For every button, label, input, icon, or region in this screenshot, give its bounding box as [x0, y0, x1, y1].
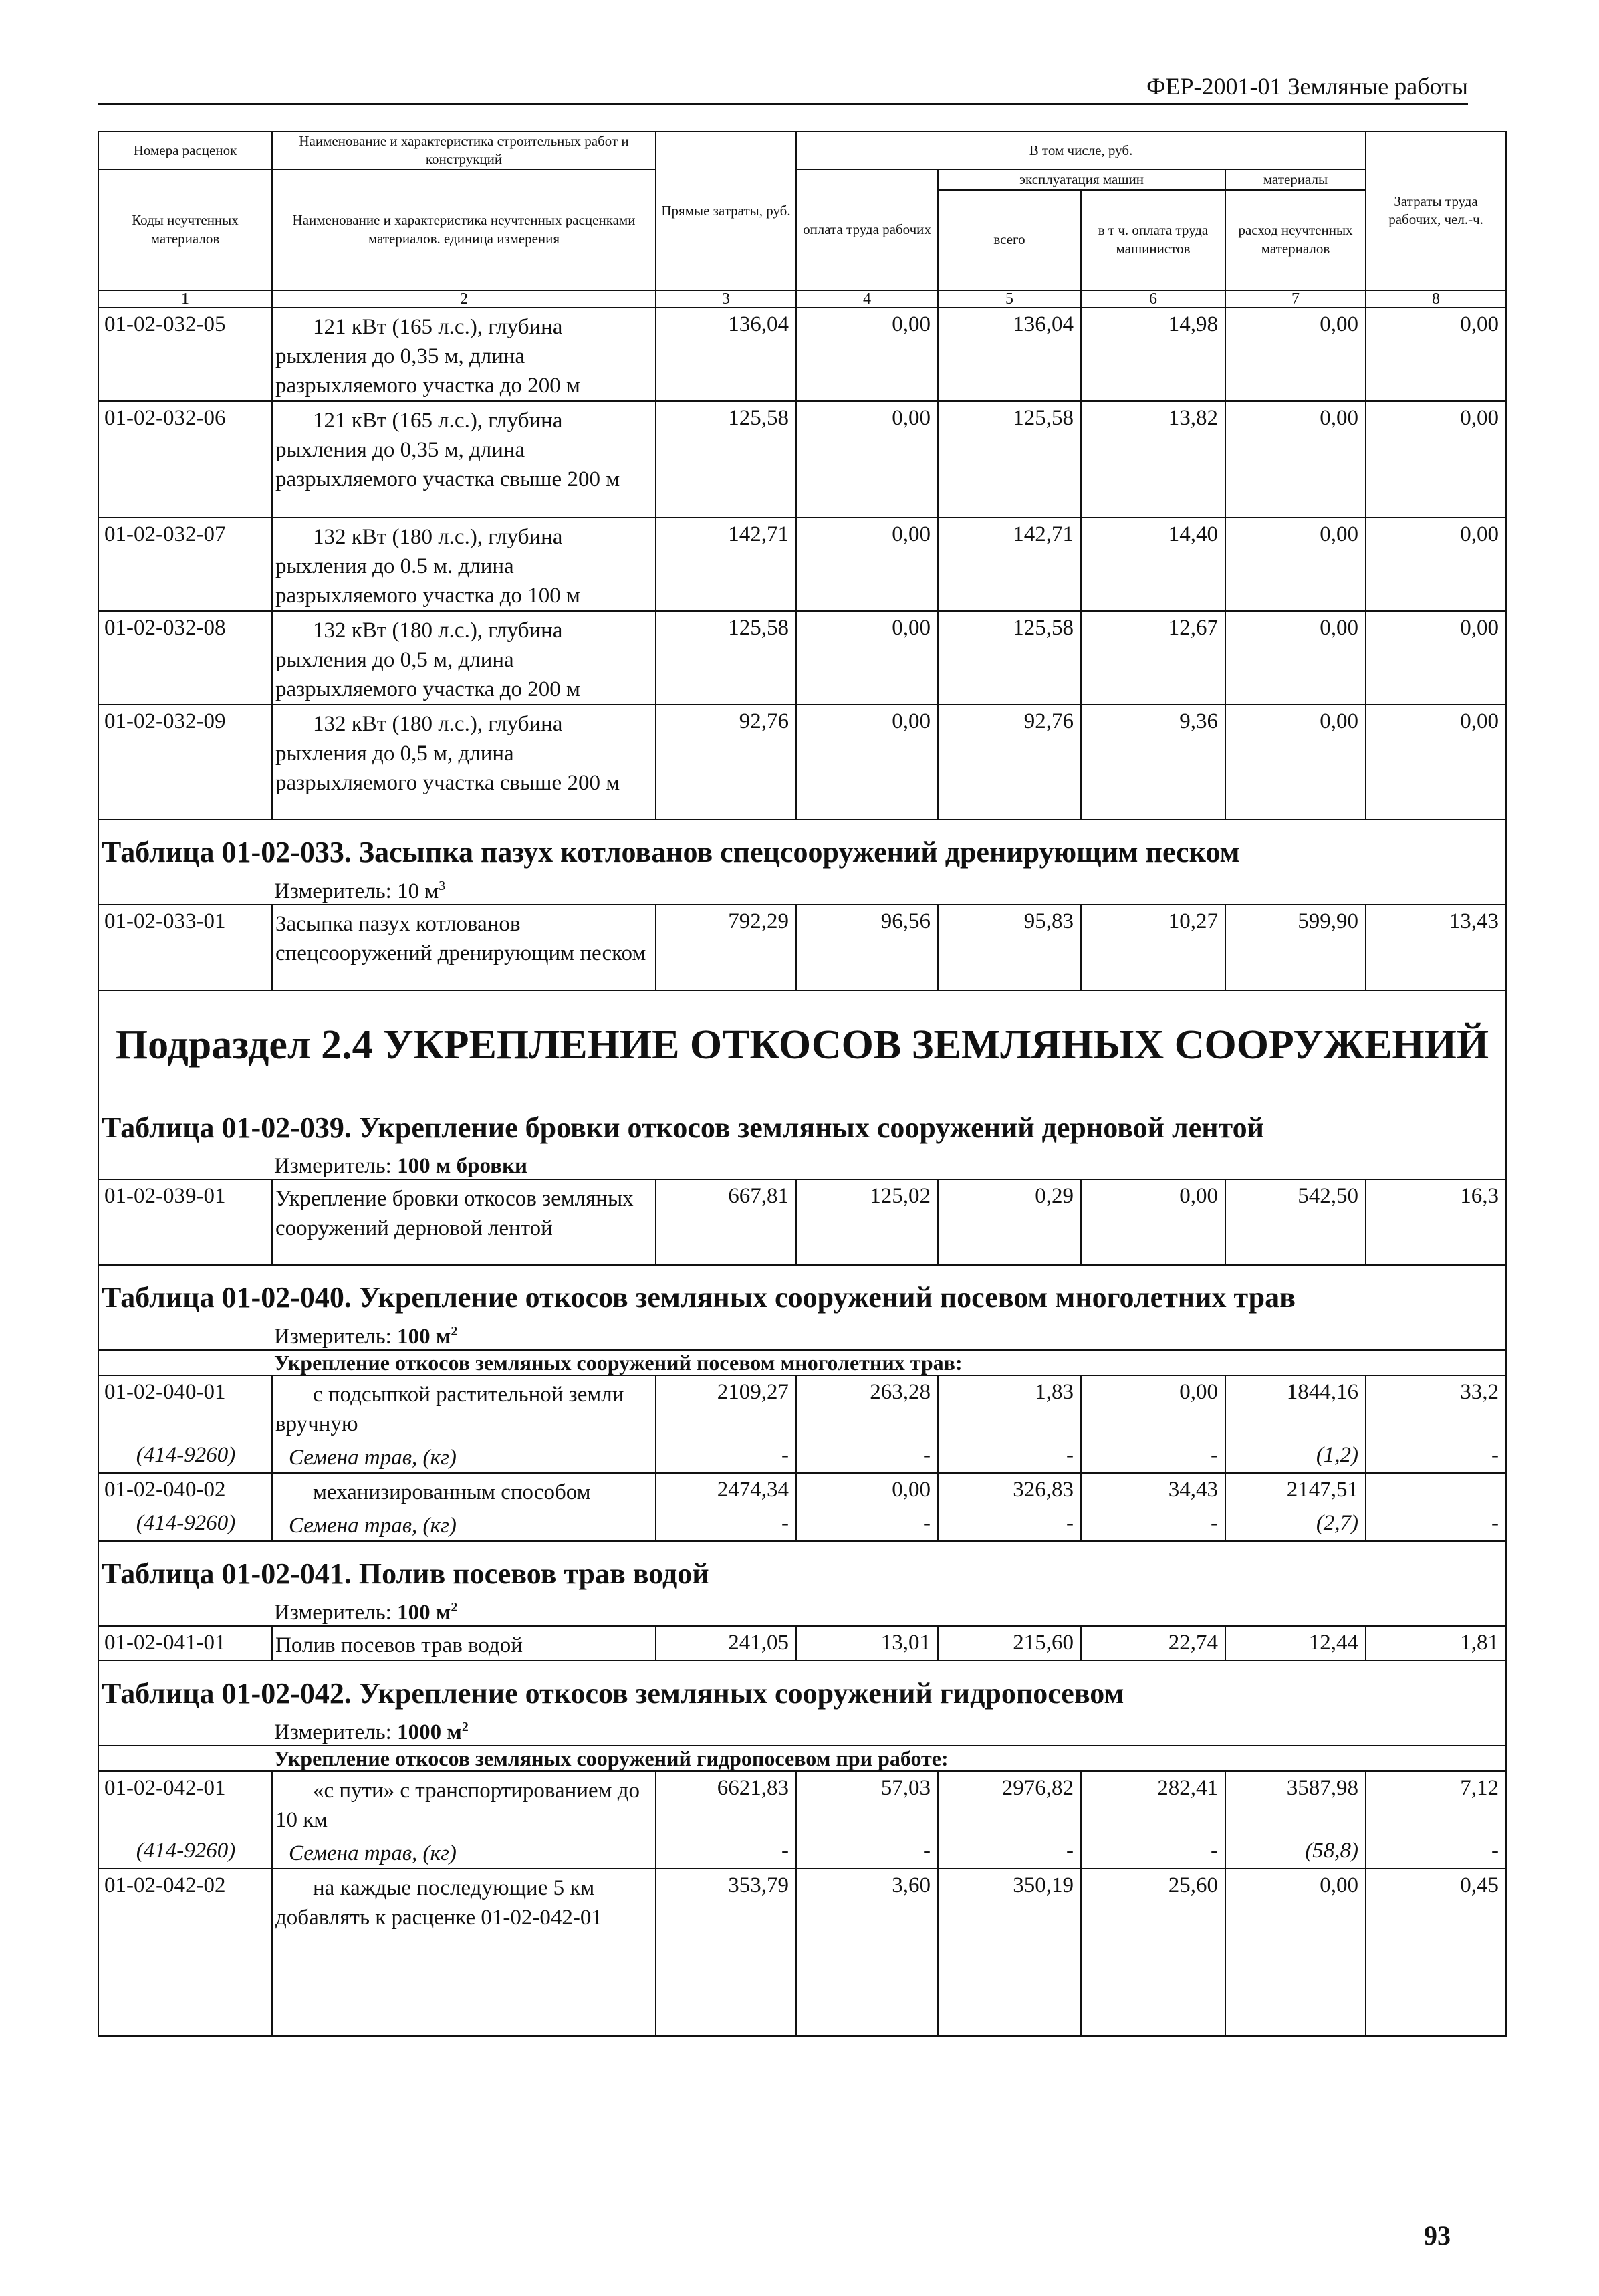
table-row [98, 308, 1506, 401]
table-row [98, 705, 1506, 820]
table-row [98, 518, 1506, 611]
direct-cost: 136,04 [656, 308, 796, 401]
measure-label: Измеритель: [274, 1720, 398, 1744]
rate-name-text: на каждые последующие 5 км добавлять к расценке 01-02-042-01 [275, 1875, 602, 1930]
rate-name [272, 518, 656, 611]
wages: 0,00 [796, 705, 938, 820]
group-header: В том числе, руб. [796, 132, 1366, 170]
table-title: Таблица 01-02-033. Засыпка пазух котлованов спецсооружений дренирующим песком [98, 820, 1506, 873]
materials: (1,2) [1225, 1439, 1366, 1473]
wages: 0,00 [796, 1473, 938, 1507]
machinist-wages: 14,40 [1081, 518, 1225, 611]
rate-name-text: 132 кВт (180 л.с.), глубина рыхления до 0,5 м, длина разрыхляемого участка до 200 м [275, 618, 580, 701]
direct-cost: 792,29 [656, 905, 796, 990]
col5-header: всего [938, 190, 1081, 290]
table-row [98, 401, 1506, 518]
material-row [98, 1439, 1506, 1473]
labor-hours: 0,00 [1366, 401, 1506, 518]
machines-total: 92,76 [938, 705, 1081, 820]
machines-total: 1,83 [938, 1375, 1081, 1439]
rate-name: Засыпка пазух котлованов спецсооружений дренирующим песком [272, 905, 656, 990]
wages: 125,02 [796, 1179, 938, 1265]
materials-header: материалы [1225, 170, 1366, 190]
rate-name [272, 1869, 656, 2036]
direct-cost: 6621,83 [656, 1771, 796, 1835]
material-name: Семена трав, (кг) [272, 1507, 656, 1541]
table-row [98, 1626, 1506, 1661]
rate-name [272, 1771, 656, 1835]
direct-cost: 241,05 [656, 1626, 796, 1661]
direct-cost: 142,71 [656, 518, 796, 611]
direct-cost: 125,58 [656, 401, 796, 518]
machines-total: - [938, 1507, 1081, 1541]
machines-total: 95,83 [938, 905, 1081, 990]
material-code: (414-9260) [98, 1439, 272, 1473]
machinist-wages: 12,67 [1081, 611, 1225, 705]
labor-hours: 7,12 [1366, 1771, 1506, 1835]
material-code: (414-9260) [98, 1507, 272, 1541]
labor-hours: 0,00 [1366, 611, 1506, 705]
table-title: Таблица 01-02-042. Укрепление откосов земляных сооружений гидропосевом [98, 1661, 1506, 1714]
price-table [98, 131, 1507, 2037]
material-row [98, 1835, 1506, 1869]
rate-code: 01-02-032-06 [98, 401, 272, 518]
machinist-wages: 22,74 [1081, 1626, 1225, 1661]
materials: 0,00 [1225, 401, 1366, 518]
machines-total: 0,29 [938, 1179, 1081, 1265]
wages: 57,03 [796, 1771, 938, 1835]
material-code: (414-9260) [98, 1835, 272, 1869]
materials: 1844,16 [1225, 1375, 1366, 1439]
wages: 0,00 [796, 611, 938, 705]
measure-label: Измеритель: [274, 1600, 398, 1625]
machinist-wages: 282,41 [1081, 1771, 1225, 1835]
materials: 12,44 [1225, 1626, 1366, 1661]
table-title: Таблица 01-02-039. Укрепление бровки откосов земляных сооружений дерновой лентой [98, 1096, 1506, 1149]
labor-hours: - [1366, 1439, 1506, 1473]
table-row [98, 905, 1506, 990]
rate-code: 01-02-040-02 [98, 1473, 272, 1507]
direct-cost: 2474,34 [656, 1473, 796, 1507]
rate-name-text: «с пути» с транспортированием до 10 км [275, 1778, 640, 1832]
labor-hours: 16,3 [1366, 1179, 1506, 1265]
labor-hours: 13,43 [1366, 905, 1506, 990]
rate-code: 01-02-039-01 [98, 1179, 272, 1265]
direct-cost: 2109,27 [656, 1375, 796, 1439]
rate-name [272, 705, 656, 820]
rate-code: 01-02-042-01 [98, 1771, 272, 1835]
rate-code: 01-02-042-02 [98, 1869, 272, 2036]
table-title: Таблица 01-02-040. Укрепление откосов земляных сооружений посевом многолетних трав [98, 1265, 1506, 1318]
table-row [98, 611, 1506, 705]
measure-value: 100 м бровки [397, 1153, 527, 1178]
rate-code: 01-02-040-01 [98, 1375, 272, 1439]
rate-name-text: 121 кВт (165 л.с.), глубина рыхления до 0,35 м, длина разрыхляемого участка до 200 м [275, 314, 580, 398]
rate-code: 01-02-032-05 [98, 308, 272, 401]
direct-cost: 92,76 [656, 705, 796, 820]
measure-unit [98, 1595, 1506, 1626]
col2-bottom-header: Наименование и характеристика неучтенных расценками материалов. единица измерения [272, 170, 656, 290]
col-number: 1 [98, 290, 272, 308]
table-row [98, 1771, 1506, 1835]
rate-name-text: 121 кВт (165 л.с.), глубина рыхления до 0,35 м, длина разрыхляемого участка свыше 200 м [275, 408, 620, 491]
col-number: 2 [272, 290, 656, 308]
col3-header: Прямые затраты, руб. [656, 132, 796, 290]
materials: 0,00 [1225, 518, 1366, 611]
labor-hours [1366, 1473, 1506, 1507]
wages: 0,00 [796, 518, 938, 611]
table-subheading: Укрепление откосов земляных сооружений гидропосевом при работе: [98, 1746, 1506, 1771]
col8-header: Затраты труда рабочих, чел.-ч. [1366, 132, 1506, 290]
material-name: Семена трав, (кг) [272, 1439, 656, 1473]
direct-cost: - [656, 1439, 796, 1473]
col1-top-header: Номера расценок [98, 132, 272, 170]
machines-total: 2976,82 [938, 1771, 1081, 1835]
col7-header: расход неучтенных материалов [1225, 190, 1366, 290]
labor-hours: 0,00 [1366, 705, 1506, 820]
machines-total: 142,71 [938, 518, 1081, 611]
labor-hours: - [1366, 1835, 1506, 1869]
wages: 3,60 [796, 1869, 938, 2036]
col-number: 3 [656, 290, 796, 308]
rate-code: 01-02-033-01 [98, 905, 272, 990]
material-name: Семена трав, (кг) [272, 1835, 656, 1869]
rate-code: 01-02-032-09 [98, 705, 272, 820]
rate-name [272, 1375, 656, 1439]
labor-hours: 1,81 [1366, 1626, 1506, 1661]
table-row [98, 1869, 1506, 2036]
materials: 0,00 [1225, 611, 1366, 705]
machines-total: 215,60 [938, 1626, 1081, 1661]
rate-name-text: 132 кВт (180 л.с.), глубина рыхления до 0.5 м. длина разрыхляемого участка до 100 м [275, 524, 580, 608]
rate-name-text: с подсыпкой растительной земли вручную [275, 1382, 624, 1436]
direct-cost: 667,81 [656, 1179, 796, 1265]
labor-hours: 0,00 [1366, 308, 1506, 401]
machinist-wages: - [1081, 1835, 1225, 1869]
materials: 3587,98 [1225, 1771, 1366, 1835]
machines-total: 326,83 [938, 1473, 1081, 1507]
measure-unit [98, 1149, 1506, 1179]
table-row [98, 1473, 1506, 1507]
machinist-wages: 13,82 [1081, 401, 1225, 518]
running-title: ФЕР-2001-01 Земляные работы [1146, 73, 1468, 100]
materials: (2,7) [1225, 1507, 1366, 1541]
header-rule [98, 103, 1468, 105]
labor-hours: - [1366, 1507, 1506, 1541]
rate-name: Полив посевов трав водой [272, 1626, 656, 1661]
direct-cost: 353,79 [656, 1869, 796, 2036]
rate-code: 01-02-041-01 [98, 1626, 272, 1661]
table-subheading: Укрепление откосов земляных сооружений посевом многолетних трав: [98, 1350, 1506, 1375]
machinist-wages: 0,00 [1081, 1179, 1225, 1265]
table-title: Таблица 01-02-041. Полив посевов трав водой [98, 1541, 1506, 1595]
rate-name [272, 1473, 656, 1507]
table-row [98, 1179, 1506, 1265]
rate-name [272, 611, 656, 705]
materials: 2147,51 [1225, 1473, 1366, 1507]
materials: 599,90 [1225, 905, 1366, 990]
wages: 13,01 [796, 1626, 938, 1661]
rate-name: Укрепление бровки откосов земляных сооружений дерновой лентой [272, 1179, 656, 1265]
col1-bottom-header: Коды неучтенных материалов [98, 170, 272, 290]
col-number: 7 [1225, 290, 1366, 308]
measure-unit [98, 1318, 1506, 1350]
wages: 0,00 [796, 401, 938, 518]
machinist-wages: - [1081, 1439, 1225, 1473]
machinist-wages: 9,36 [1081, 705, 1225, 820]
measure-exponent: 3 [439, 878, 446, 893]
rate-name-text: 132 кВт (180 л.с.), глубина рыхления до 0,5 м, длина разрыхляемого участка свыше 200 м [275, 711, 620, 795]
col4-header: оплата труда рабочих [796, 170, 938, 290]
measure-exponent: 2 [451, 1599, 458, 1615]
labor-hours: 33,2 [1366, 1375, 1506, 1439]
wages: - [796, 1835, 938, 1869]
machinist-wages: 0,00 [1081, 1375, 1225, 1439]
direct-cost: - [656, 1835, 796, 1869]
col-number: 4 [796, 290, 938, 308]
measure-label: Измеритель: [274, 1153, 398, 1178]
machines-total: 136,04 [938, 308, 1081, 401]
machines-total: 125,58 [938, 401, 1081, 518]
rate-name [272, 308, 656, 401]
rate-code: 01-02-032-08 [98, 611, 272, 705]
machines-total: 125,58 [938, 611, 1081, 705]
measure-exponent: 2 [451, 1323, 458, 1339]
direct-cost: 125,58 [656, 611, 796, 705]
col2-top-header: Наименование и характеристика строительных работ и конструкций [272, 132, 656, 170]
section-title: Подраздел 2.4 УКРЕПЛЕНИЕ ОТКОСОВ ЗЕМЛЯНЫХ СООРУЖЕНИЙ [98, 990, 1506, 1096]
page-number: 93 [1424, 2220, 1451, 2251]
materials: 0,00 [1225, 705, 1366, 820]
measure-unit [98, 1714, 1506, 1746]
rate-code: 01-02-032-07 [98, 518, 272, 611]
machines-total: - [938, 1439, 1081, 1473]
machinist-wages: 34,43 [1081, 1473, 1225, 1507]
rate-name [272, 401, 656, 518]
materials: 542,50 [1225, 1179, 1366, 1265]
materials: 0,00 [1225, 308, 1366, 401]
machines-header: эксплуатация машин [938, 170, 1225, 190]
machinist-wages: 25,60 [1081, 1869, 1225, 2036]
measure-value: 100 м [397, 1600, 451, 1625]
material-row [98, 1507, 1506, 1541]
measure-label: Измеритель: 10 м [274, 879, 439, 903]
col-number: 5 [938, 290, 1081, 308]
measure-value: 100 м [397, 1324, 451, 1349]
materials: 0,00 [1225, 1869, 1366, 2036]
machines-total: - [938, 1835, 1081, 1869]
materials: (58,8) [1225, 1835, 1366, 1869]
machines-total: 350,19 [938, 1869, 1081, 2036]
direct-cost: - [656, 1507, 796, 1541]
wages: 263,28 [796, 1375, 938, 1439]
labor-hours: 0,45 [1366, 1869, 1506, 2036]
wages: 96,56 [796, 905, 938, 990]
machinist-wages: 14,98 [1081, 308, 1225, 401]
wages: - [796, 1507, 938, 1541]
wages: - [796, 1439, 938, 1473]
col-number: 6 [1081, 290, 1225, 308]
machinist-wages: - [1081, 1507, 1225, 1541]
measure-value: 1000 м [397, 1720, 462, 1744]
wages: 0,00 [796, 308, 938, 401]
col-number: 8 [1366, 290, 1506, 308]
measure-exponent: 2 [461, 1719, 469, 1734]
machinist-wages: 10,27 [1081, 905, 1225, 990]
table-row [98, 1375, 1506, 1439]
measure-unit [98, 873, 1506, 905]
rate-name-text: механизированным способом [313, 1480, 591, 1504]
measure-label: Измеритель: [274, 1324, 398, 1349]
col6-header: в т ч. оплата труда машинистов [1081, 190, 1225, 290]
labor-hours: 0,00 [1366, 518, 1506, 611]
